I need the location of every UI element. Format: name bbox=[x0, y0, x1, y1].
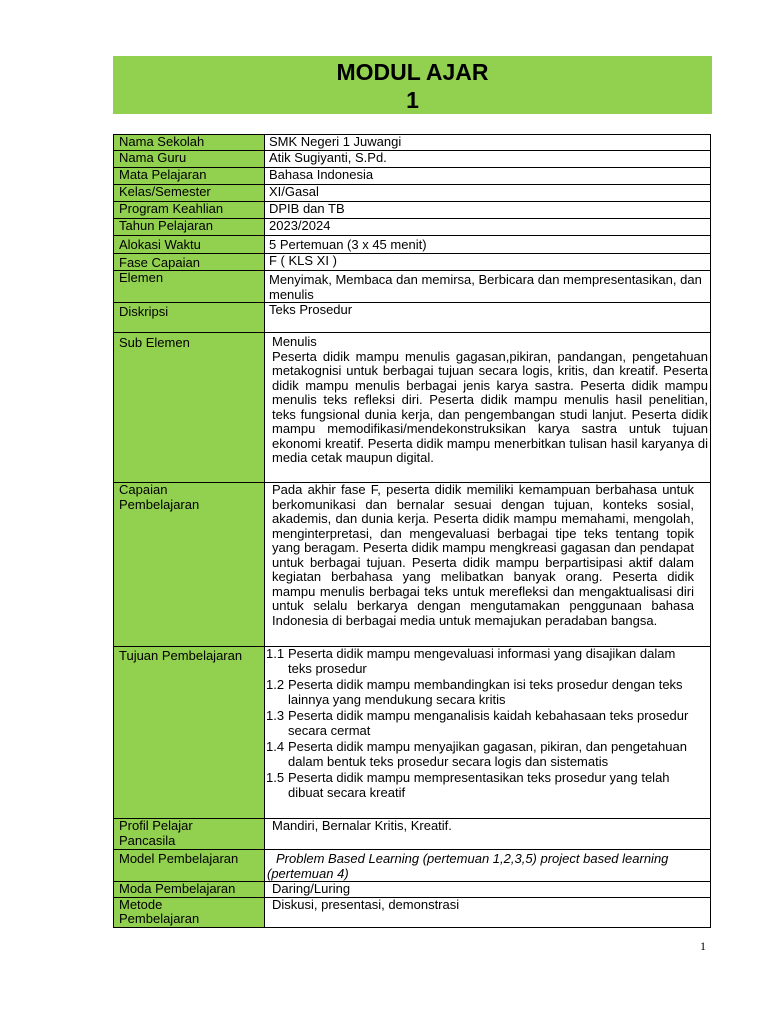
label-kelas-semester: Kelas/Semester bbox=[114, 185, 265, 202]
label-nama-guru: Nama Guru bbox=[114, 151, 265, 168]
value-metode-pembelajaran: Diskusi, presentasi, demonstrasi bbox=[265, 897, 711, 927]
label-nama-sekolah: Nama Sekolah bbox=[114, 135, 265, 151]
tujuan-list bbox=[266, 646, 700, 800]
tujuan-item bbox=[266, 678, 700, 707]
row-program-keahlian bbox=[114, 202, 711, 219]
sub-elemen-heading: Menulis bbox=[272, 334, 317, 349]
module-info-table bbox=[113, 134, 711, 928]
title-banner bbox=[113, 56, 712, 114]
value-tujuan-pembelajaran bbox=[265, 647, 711, 819]
label-diskripsi: Diskripsi bbox=[114, 303, 265, 333]
value-mata-pelajaran: Bahasa Indonesia bbox=[265, 168, 711, 185]
tujuan-item bbox=[266, 771, 700, 800]
label-elemen: Elemen bbox=[114, 271, 265, 303]
tujuan-item-number: 1.2 bbox=[266, 677, 285, 692]
row-tahun-pelajaran bbox=[114, 219, 711, 236]
value-model-pembelajaran: Problem Based Learning (pertemuan 1,2,3,5) project based learning (pertemuan 4) bbox=[265, 850, 711, 882]
label-alokasi-waktu: Alokasi Waktu bbox=[114, 236, 265, 254]
tujuan-item-number: 1.5 bbox=[266, 770, 285, 785]
value-moda-pembelajaran: Daring/Luring bbox=[265, 882, 711, 898]
label-fase-capaian: Fase Capaian bbox=[114, 253, 265, 271]
row-kelas-semester bbox=[114, 185, 711, 202]
value-diskripsi: Teks Prosedur bbox=[265, 303, 711, 333]
row-model-pembelajaran bbox=[114, 850, 711, 882]
row-capaian-pembelajaran bbox=[114, 483, 711, 647]
label-model-pembelajaran: Model Pembelajaran bbox=[114, 850, 265, 882]
row-nama-guru bbox=[114, 151, 711, 168]
value-fase-capaian: F ( KLS XI ) bbox=[265, 253, 711, 271]
tujuan-item-number: 1.1 bbox=[266, 646, 285, 661]
label-tahun-pelajaran: Tahun Pelajaran bbox=[114, 219, 265, 236]
tujuan-item bbox=[266, 709, 700, 738]
row-profil-pelajar bbox=[114, 819, 711, 850]
label-tujuan-pembelajaran: Tujuan Pembelajaran bbox=[114, 647, 265, 819]
value-nama-sekolah: SMK Negeri 1 Juwangi bbox=[265, 135, 711, 151]
row-fase-capaian bbox=[114, 253, 711, 271]
row-diskripsi bbox=[114, 303, 711, 333]
tujuan-item-number: 1.4 bbox=[266, 739, 285, 754]
label-program-keahlian: Program Keahlian bbox=[114, 202, 265, 219]
tujuan-item-text: Peserta didik mampu mempresentasikan teks prosedur yang telah dibuat secara kreatif bbox=[288, 770, 670, 800]
row-sub-elemen bbox=[114, 333, 711, 483]
title-line-1: MODUL AJAR bbox=[336, 59, 489, 85]
tujuan-item-text: Peserta didik mampu menganalisis kaidah kebahasaan teks prosedur secara cermat bbox=[288, 708, 689, 738]
tujuan-item bbox=[266, 647, 700, 676]
value-elemen: Menyimak, Membaca dan memirsa, Berbicara dan mempresentasikan, dan menulis bbox=[265, 271, 711, 303]
label-metode-pembelajaran: Metode Pembelajaran bbox=[114, 897, 265, 927]
value-tahun-pelajaran: 2023/2024 bbox=[265, 219, 711, 236]
row-elemen bbox=[114, 271, 711, 303]
tujuan-item-text: Peserta didik mampu membandingkan isi teks prosedur dengan teks lainnya yang mendukung secara kritis bbox=[288, 677, 683, 707]
tujuan-item-number: 1.3 bbox=[266, 708, 285, 723]
label-sub-elemen: Sub Elemen bbox=[114, 333, 265, 483]
row-metode-pembelajaran bbox=[114, 897, 711, 927]
page-number: 1 bbox=[700, 939, 706, 953]
tujuan-item-text: Peserta didik mampu menyajikan gagasan, pikiran, dan pengetahuan dalam bentuk teks prosedur secara logis dan sistematis bbox=[288, 739, 687, 769]
value-kelas-semester: XI/Gasal bbox=[265, 185, 711, 202]
value-program-keahlian: DPIB dan TB bbox=[265, 202, 711, 219]
label-capaian-pembelajaran: Capaian Pembelajaran bbox=[114, 483, 265, 647]
row-mata-pelajaran bbox=[114, 168, 711, 185]
tujuan-item-text: Peserta didik mampu mengevaluasi informasi yang disajikan dalam teks prosedur bbox=[288, 646, 676, 676]
row-tujuan-pembelajaran bbox=[114, 647, 711, 819]
value-alokasi-waktu: 5 Pertemuan (3 x 45 menit) bbox=[265, 236, 711, 254]
sub-elemen-text: Peserta didik mampu menulis gagasan,pikiran, pandangan, pengetahuan metakognisi untuk berbagai tujuan secara logis, kritis, dan kreatif. Peserta didik mampu menulis berbagai jenis karya sastra. Peserta didik mampu menulis teks refleksi diri. Peserta didik mampu menulis hasil penelitian, teks fungsional dunia kerja, dan pengembangan studi lanjut. Peserta didik mampu memodifikasi/mendekonstruksikan karya sastra untuk tujuan ekonomi kreatif. Peserta didik mampu menerbitkan tulisan hasil karyanya di media cetak maupun digital. bbox=[272, 348, 708, 465]
value-capaian-pembelajaran: Pada akhir fase F, peserta didik memiliki kemampuan berbahasa untuk berkomunikasi dan bernalar sesuai dengan tujuan, konteks sosial, akademis, dan dunia kerja. Peserta didik mampu memahami, mengolah, menginterpretasi, dan mengevaluasi berbagai tipe teks tentang topik yang beragam. Peserta didik mampu mengkreasi gagasan dan pendapat untuk berbagai tujuan. Peserta didik mampu berpartisipasi aktif dalam kegiatan berbahasa yang melibatkan banyak orang. Peserta didik mampu menulis berbagai teks untuk merefleksi dan mengaktualisasi diri untuk selalu berkarya dengan mengutamakan penggunaan bahasa Indonesia di berbagai media untuk memajukan peradaban bangsa. bbox=[265, 483, 711, 647]
title-line-2: 1 bbox=[406, 87, 419, 113]
row-nama-sekolah bbox=[114, 135, 711, 151]
value-nama-guru: Atik Sugiyanti, S.Pd. bbox=[265, 151, 711, 168]
value-sub-elemen bbox=[265, 333, 711, 483]
tujuan-item bbox=[266, 740, 700, 769]
label-mata-pelajaran: Mata Pelajaran bbox=[114, 168, 265, 185]
label-moda-pembelajaran: Moda Pembelajaran bbox=[114, 882, 265, 898]
value-profil-pelajar: Mandiri, Bernalar Kritis, Kreatif. bbox=[265, 819, 711, 850]
row-moda-pembelajaran bbox=[114, 882, 711, 898]
label-profil-pelajar: Profil Pelajar Pancasila bbox=[114, 819, 265, 850]
row-alokasi-waktu bbox=[114, 236, 711, 254]
